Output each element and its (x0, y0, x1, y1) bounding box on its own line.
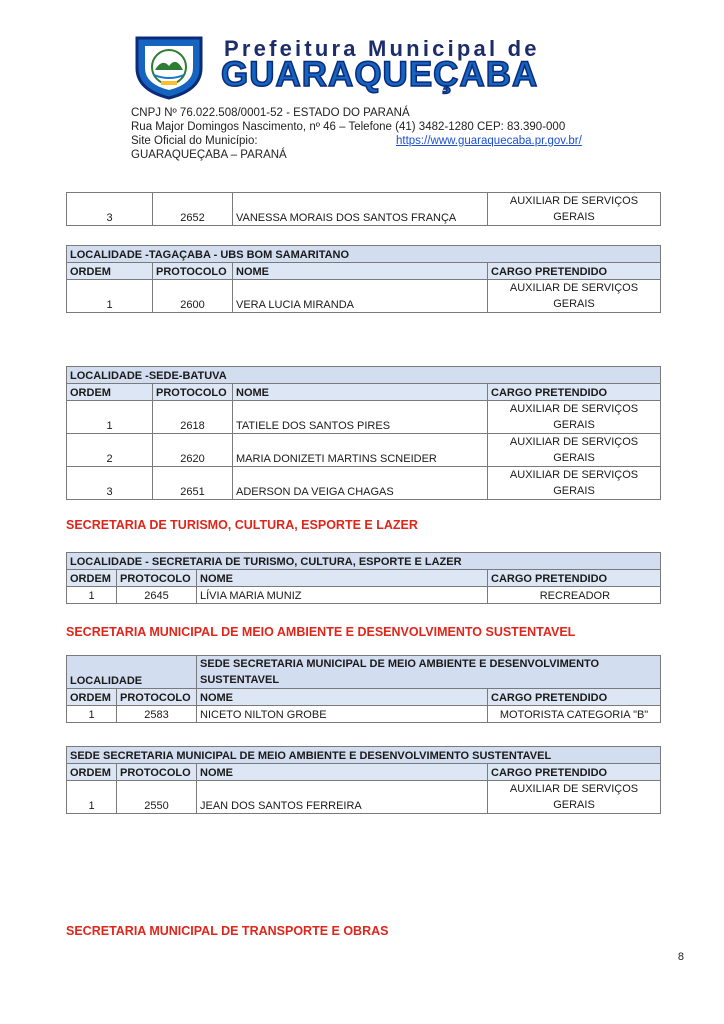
col-protocolo: PROTOCOLO (153, 263, 233, 280)
section-title-meio-ambiente: SECRETARIA MUNICIPAL DE MEIO AMBIENTE E DESENVOLVIMENTO SUSTENTAVEL (66, 625, 576, 639)
col-cargo: CARGO PRETENDIDO (488, 689, 661, 706)
ordem-cell: 3 (67, 467, 153, 500)
protocolo-cell: 2620 (153, 434, 233, 467)
protocolo-cell: 2651 (153, 467, 233, 500)
section-title-turismo: SECRETARIA DE TURISMO, CULTURA, ESPORTE E LAZER (66, 518, 418, 532)
cargo-cell: AUXILIAR DE SERVIÇOS GERAIS (488, 467, 661, 500)
cargo-cell: RECREADOR (488, 587, 661, 604)
protocolo-cell: 2583 (117, 706, 197, 723)
col-protocolo: PROTOCOLO (117, 570, 197, 587)
site-link[interactable]: https://www.guaraquecaba.pr.gov.br/ (396, 135, 582, 147)
municipal-coat-of-arms-logo (131, 34, 207, 100)
candidates-table-continuation (66, 192, 661, 226)
col-cargo: CARGO PRETENDIDO (488, 263, 661, 280)
nome-cell: VERA LUCIA MIRANDA (233, 280, 488, 313)
table-row (67, 434, 661, 467)
table-row (67, 587, 661, 604)
header-org-name: GUARAQUEÇABA (221, 55, 539, 94)
header-address: Rua Major Domingos Nascimento, nº 46 – Telefone (41) 3482-1280 CEP: 83.390-000 (131, 121, 566, 133)
col-cargo: CARGO PRETENDIDO (488, 384, 661, 401)
table-row (67, 706, 661, 723)
cargo-cell: MOTORISTA CATEGORIA "B" (488, 706, 661, 723)
col-nome: NOME (197, 570, 488, 587)
localidade-header: SEDE SECRETARIA MUNICIPAL DE MEIO AMBIENTE E DESENVOLVIMENTO SUSTENTAVEL (67, 747, 661, 764)
col-protocolo: PROTOCOLO (117, 764, 197, 781)
candidates-table-tagacaba (66, 245, 661, 313)
candidates-table-batuva (66, 366, 661, 500)
ordem-cell: 3 (67, 193, 153, 226)
col-nome: NOME (233, 263, 488, 280)
col-cargo: CARGO PRETENDIDO (488, 570, 661, 587)
page-number: 8 (677, 951, 684, 963)
nome-cell: JEAN DOS SANTOS FERREIRA (197, 781, 488, 814)
cargo-cell: AUXILIAR DE SERVIÇOS GERAIS (488, 401, 661, 434)
ordem-cell: 1 (67, 280, 153, 313)
cargo-cell: AUXILIAR DE SERVIÇOS GERAIS (488, 781, 661, 814)
ordem-cell: 1 (67, 401, 153, 434)
col-nome: NOME (233, 384, 488, 401)
table-row (67, 781, 661, 814)
nome-cell: LÍVIA MARIA MUNIZ (197, 587, 488, 604)
ordem-cell: 2 (67, 434, 153, 467)
cargo-cell: AUXILIAR DE SERVIÇOS GERAIS (488, 280, 661, 313)
localidade-header: LOCALIDADE -SEDE-BATUVA (67, 367, 661, 384)
col-nome: NOME (197, 689, 488, 706)
col-cargo: CARGO PRETENDIDO (488, 764, 661, 781)
nome-cell: ADERSON DA VEIGA CHAGAS (233, 467, 488, 500)
header-org-line1: Prefeitura Municipal de (224, 36, 540, 61)
table-row (67, 401, 661, 434)
nome-cell: TATIELE DOS SANTOS PIRES (233, 401, 488, 434)
localidade-label: LOCALIDADE (67, 656, 197, 689)
nome-cell: VANESSA MORAIS DOS SANTOS FRANÇA (233, 193, 488, 226)
protocolo-cell: 2600 (153, 280, 233, 313)
table-row (67, 467, 661, 500)
protocolo-cell: 2645 (117, 587, 197, 604)
candidates-table-turismo (66, 552, 661, 604)
localidade-header: SEDE SECRETARIA MUNICIPAL DE MEIO AMBIENTE E DESENVOLVIMENTO SUSTENTAVEL (197, 656, 661, 689)
nome-cell: MARIA DONIZETI MARTINS SCNEIDER (233, 434, 488, 467)
protocolo-cell: 2618 (153, 401, 233, 434)
protocolo-cell: 2550 (117, 781, 197, 814)
table-row (67, 280, 661, 313)
col-ordem: ORDEM (67, 384, 153, 401)
table-row (67, 193, 661, 226)
ordem-cell: 1 (67, 587, 117, 604)
col-ordem: ORDEM (67, 764, 117, 781)
ordem-cell: 1 (67, 781, 117, 814)
cargo-cell: AUXILIAR DE SERVIÇOS GERAIS (488, 434, 661, 467)
header-city: GUARAQUEÇABA – PARANÁ (131, 149, 287, 161)
nome-cell: NICETO NILTON GROBE (197, 706, 488, 723)
col-ordem: ORDEM (67, 570, 117, 587)
col-protocolo: PROTOCOLO (117, 689, 197, 706)
section-title-transporte: SECRETARIA MUNICIPAL DE TRANSPORTE E OBRAS (66, 924, 389, 938)
col-ordem: ORDEM (67, 689, 117, 706)
col-nome: NOME (197, 764, 488, 781)
header-site-label: Site Oficial do Município: (131, 135, 258, 147)
localidade-header: LOCALIDADE - SECRETARIA DE TURISMO, CULTURA, ESPORTE E LAZER (67, 553, 661, 570)
localidade-header: LOCALIDADE -TAGAÇABA - UBS BOM SAMARITANO (67, 246, 661, 263)
col-ordem: ORDEM (67, 263, 153, 280)
header-cnpj: CNPJ Nº 76.022.508/0001-52 - ESTADO DO PARANÁ (131, 107, 410, 119)
cargo-cell: AUXILIAR DE SERVIÇOS GERAIS (488, 193, 661, 226)
candidates-table-meio-ambiente-sede (66, 746, 661, 814)
protocolo-cell: 2652 (153, 193, 233, 226)
candidates-table-meio-ambiente (66, 655, 661, 723)
ordem-cell: 1 (67, 706, 117, 723)
col-protocolo: PROTOCOLO (153, 384, 233, 401)
